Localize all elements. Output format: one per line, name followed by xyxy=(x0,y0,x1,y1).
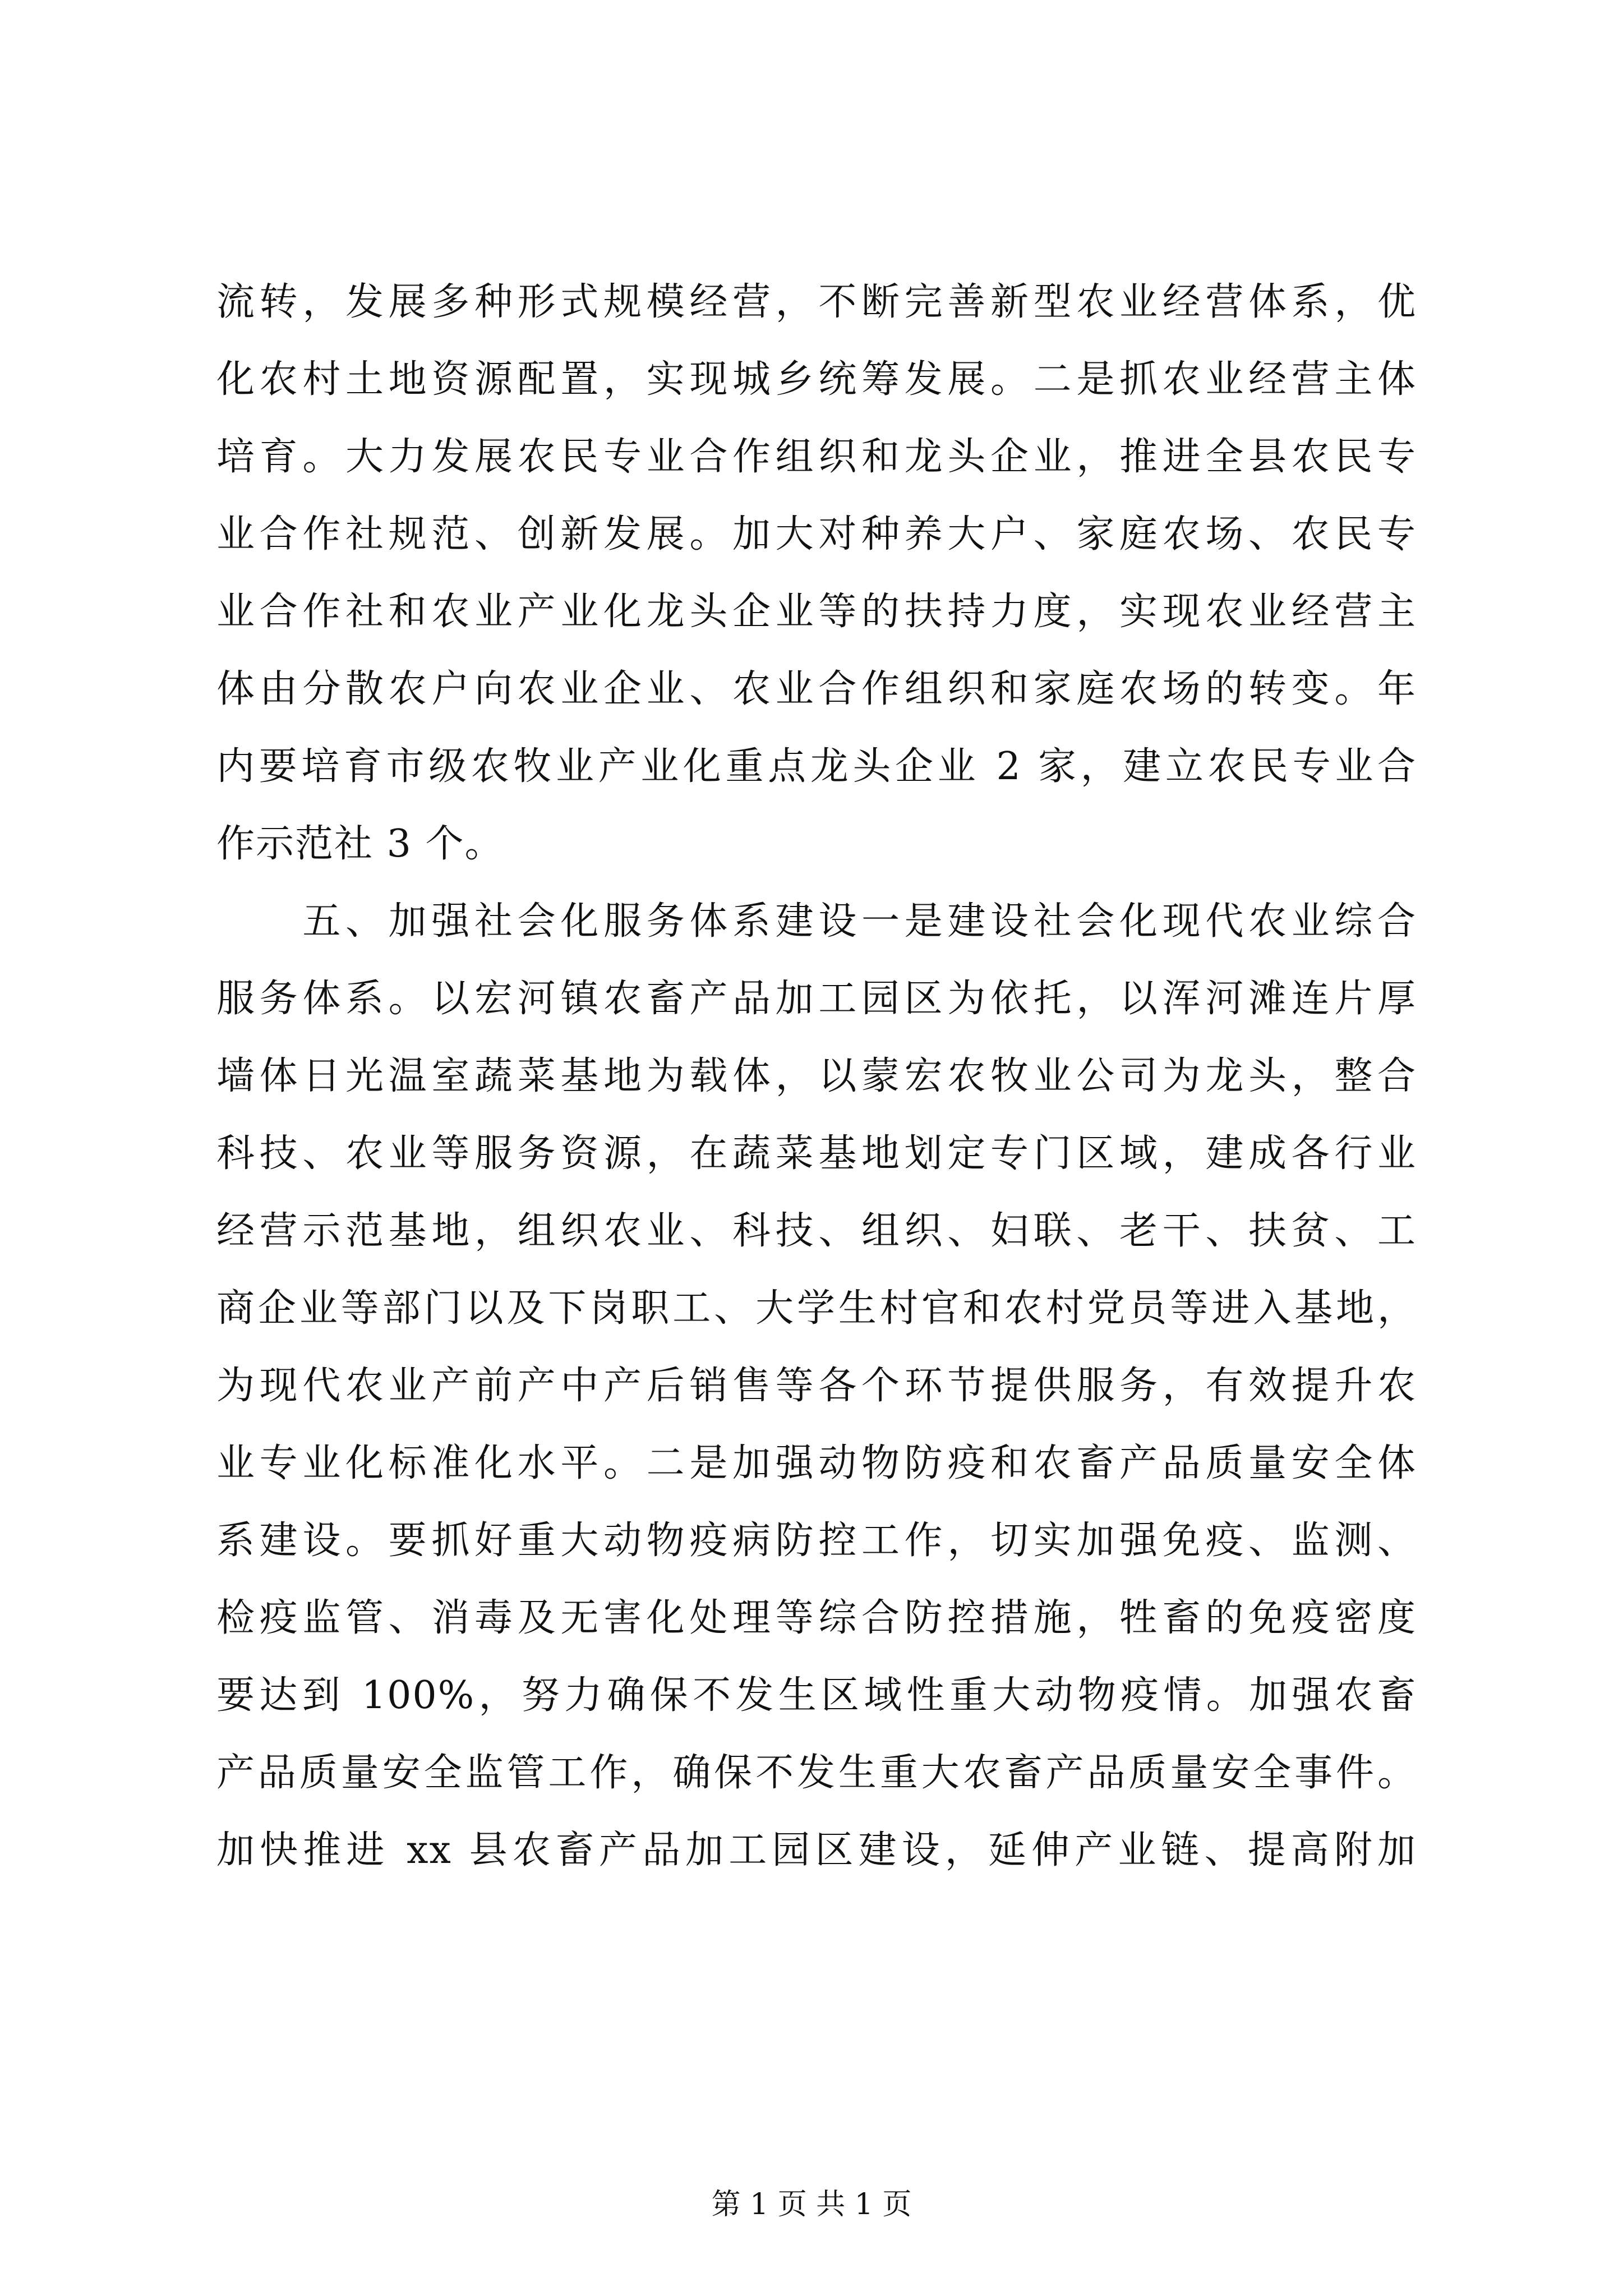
page-footer xyxy=(0,2185,1623,2224)
text-line: 内要培育市级农牧业产业化重点龙头企业 2 家，建立农民专业合 xyxy=(216,744,1417,789)
page-number-label: 第 1 页 共 1 页 xyxy=(711,2188,912,2221)
text-line: 科技、农业等服务资源，在蔬菜基地划定专门区域，建成各行业 xyxy=(216,1131,1417,1176)
text-line: 业专业化标准化水平。二是加强动物防疫和农畜产品质量安全体 xyxy=(216,1441,1417,1485)
paragraph-heading-line: 五、加强社会化服务体系建设一是建设社会化现代农业综合 xyxy=(216,899,1417,944)
text-line: 为现代农业产前产中产后销售等各个环节提供服务，有效提升农 xyxy=(216,1364,1417,1408)
text-line: 流转，发展多种形式规模经营，不断完善新型农业经营体系，优 xyxy=(216,280,1417,324)
text-line: 商企业等部门以及下岗职工、大学生村官和农村党员等进入基地， xyxy=(216,1286,1417,1331)
text-line: 作示范社 3 个。 xyxy=(216,822,504,866)
text-line: 系建设。要抓好重大动物疫病防控工作，切实加强免疫、监测、 xyxy=(216,1519,1417,1563)
text-line: 经营示范基地，组织农业、科技、组织、妇联、老干、扶贫、工 xyxy=(216,1209,1417,1253)
text-line: 服务体系。以宏河镇农畜产品加工园区为依托，以浑河滩连片厚 xyxy=(216,977,1417,1021)
text-line: 墙体日光温室蔬菜基地为载体，以蒙宏农牧业公司为龙头，整合 xyxy=(216,1054,1417,1098)
body-text xyxy=(216,264,1417,1889)
text-line: 检疫监管、消毒及无害化处理等综合防控措施，牲畜的免疫密度 xyxy=(216,1596,1417,1640)
text-line: 要达到 100%，努力确保不发生区域性重大动物疫情。加强农畜 xyxy=(216,1673,1417,1718)
text-line: 产品质量安全监管工作，确保不发生重大农畜产品质量安全事件。 xyxy=(216,1751,1417,1795)
text-line: 体由分散农户向农业企业、农业合作组织和家庭农场的转变。年 xyxy=(216,667,1417,711)
text-line: 业合作社和农业产业化龙头企业等的扶持力度，实现农业经营主 xyxy=(216,590,1417,634)
text-line: 加快推进 xx 县农畜产品加工园区建设，延伸产业链、提高附加 xyxy=(216,1828,1417,1872)
text-line: 培育。大力发展农民专业合作组织和龙头企业，推进全县农民专 xyxy=(216,435,1417,479)
text-line: 化农村土地资源配置，实现城乡统筹发展。二是抓农业经营主体 xyxy=(216,357,1417,402)
text-line: 业合作社规范、创新发展。加大对种养大户、家庭农场、农民专 xyxy=(216,512,1417,556)
